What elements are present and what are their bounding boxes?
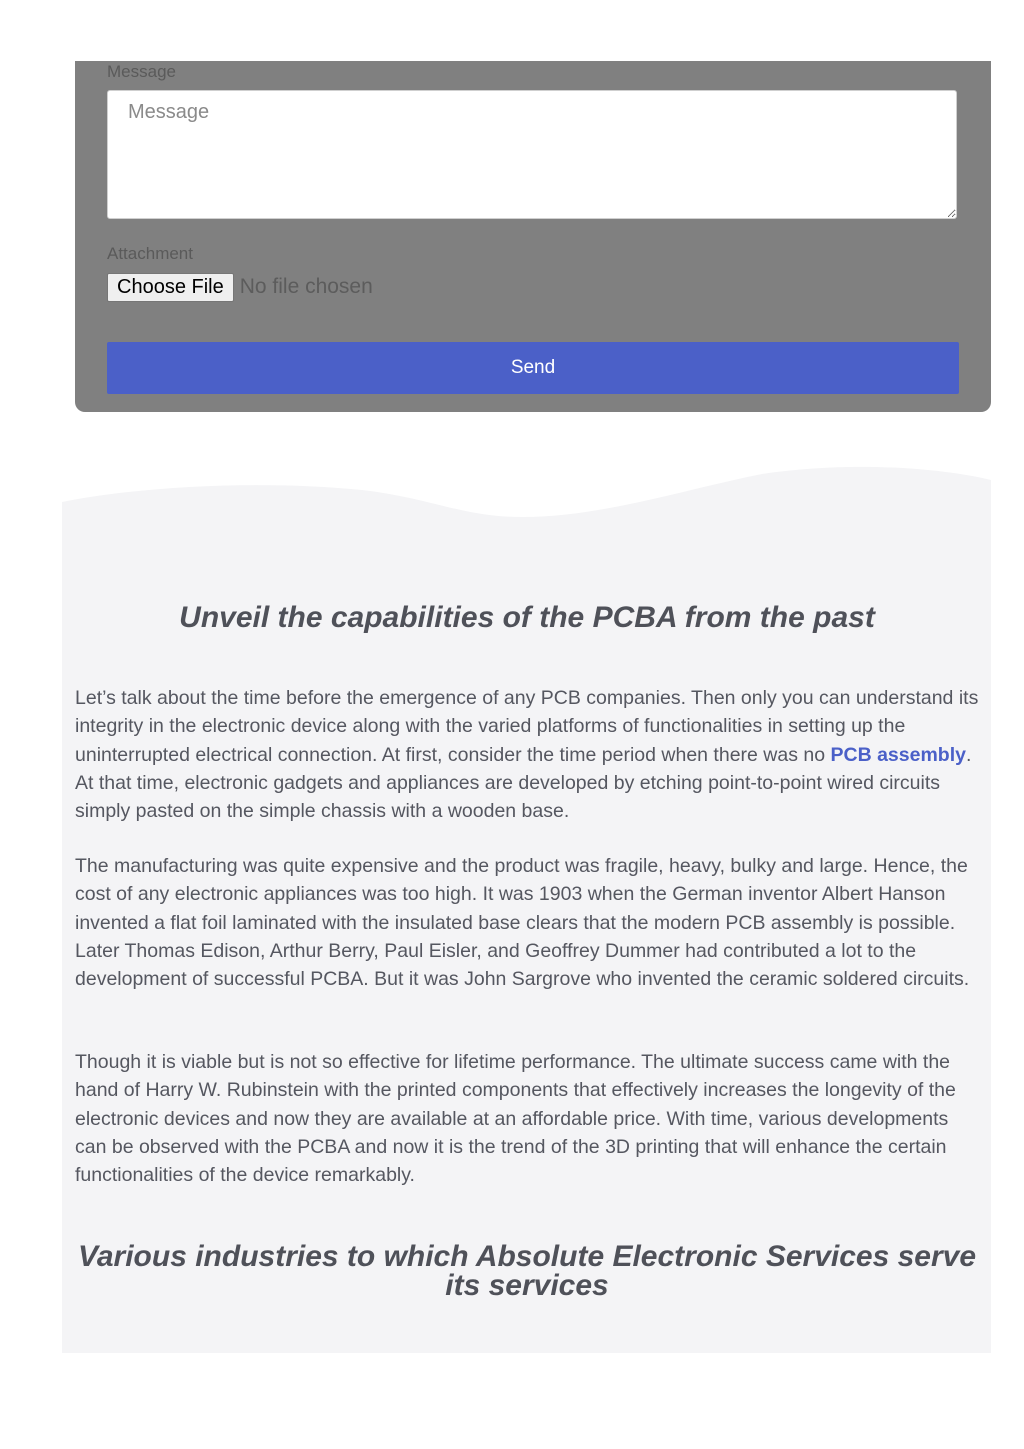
message-textarea[interactable] <box>107 90 957 219</box>
choose-file-button[interactable]: Choose File <box>107 273 234 302</box>
paragraph-1-text-before-link: Let’s talk about the time before the emergence of any PCB companies. Then only you can understand its integrity in the electronic device along with the varied platforms of functionalities in setting up the uninterrupted electrical connection. At first, consider the time period when there was no <box>75 687 979 766</box>
article-paragraph-3: Though it is viable but is not so effective for lifetime performance. The ultimate success came with the hand of Harry W. Rubinstein with the printed components that effectively increases the longevity of the electronic devices and now they are available at an affordable price. With time, various developments can be observed with the PCBA and now it is the trend of the 3D printing that will enhance the certain functionalities of the device remarkably. <box>75 1051 956 1187</box>
article-paragraph-2: The manufacturing was quite expensive and the product was fragile, heavy, bulky and large. Hence, the cost of any electronic appliances was too high. It was 1903 when the German inventor Albert Hanson invented a flat foil laminated with the insulated base clears that the modern PCB assembly is possible. Later Thomas Edison, Arthur Berry, Paul Eisler, and Geoffrey Dummer had contributed a lot to the development of successful PCBA. But it was John Sargrove who invented the ceramic soldered circuits. <box>75 855 970 991</box>
file-status-text: No file chosen <box>239 275 373 298</box>
article-section <box>62 462 991 1353</box>
section-heading-capabilities: Unveil the capabilities of the PCBA from the past <box>179 601 875 634</box>
attachment-label: Attachment <box>107 244 193 263</box>
pcb-assembly-link[interactable]: PCB assembly <box>830 743 966 766</box>
attachment-file-input <box>107 272 373 302</box>
send-button[interactable]: Send <box>107 342 959 394</box>
section-heading-industries: Various industries to which Absolute Electronic Services serve its services <box>77 1240 977 1302</box>
paragraph-1-text-after-link: . At that time, electronic gadgets and appliances are developed by etching point-to-point wired circuits simply pasted on the simple chassis with a wooden base. <box>75 743 972 823</box>
article-paragraph-1 <box>75 684 979 825</box>
contact-form-panel <box>75 61 991 412</box>
message-label: Message <box>107 62 176 81</box>
